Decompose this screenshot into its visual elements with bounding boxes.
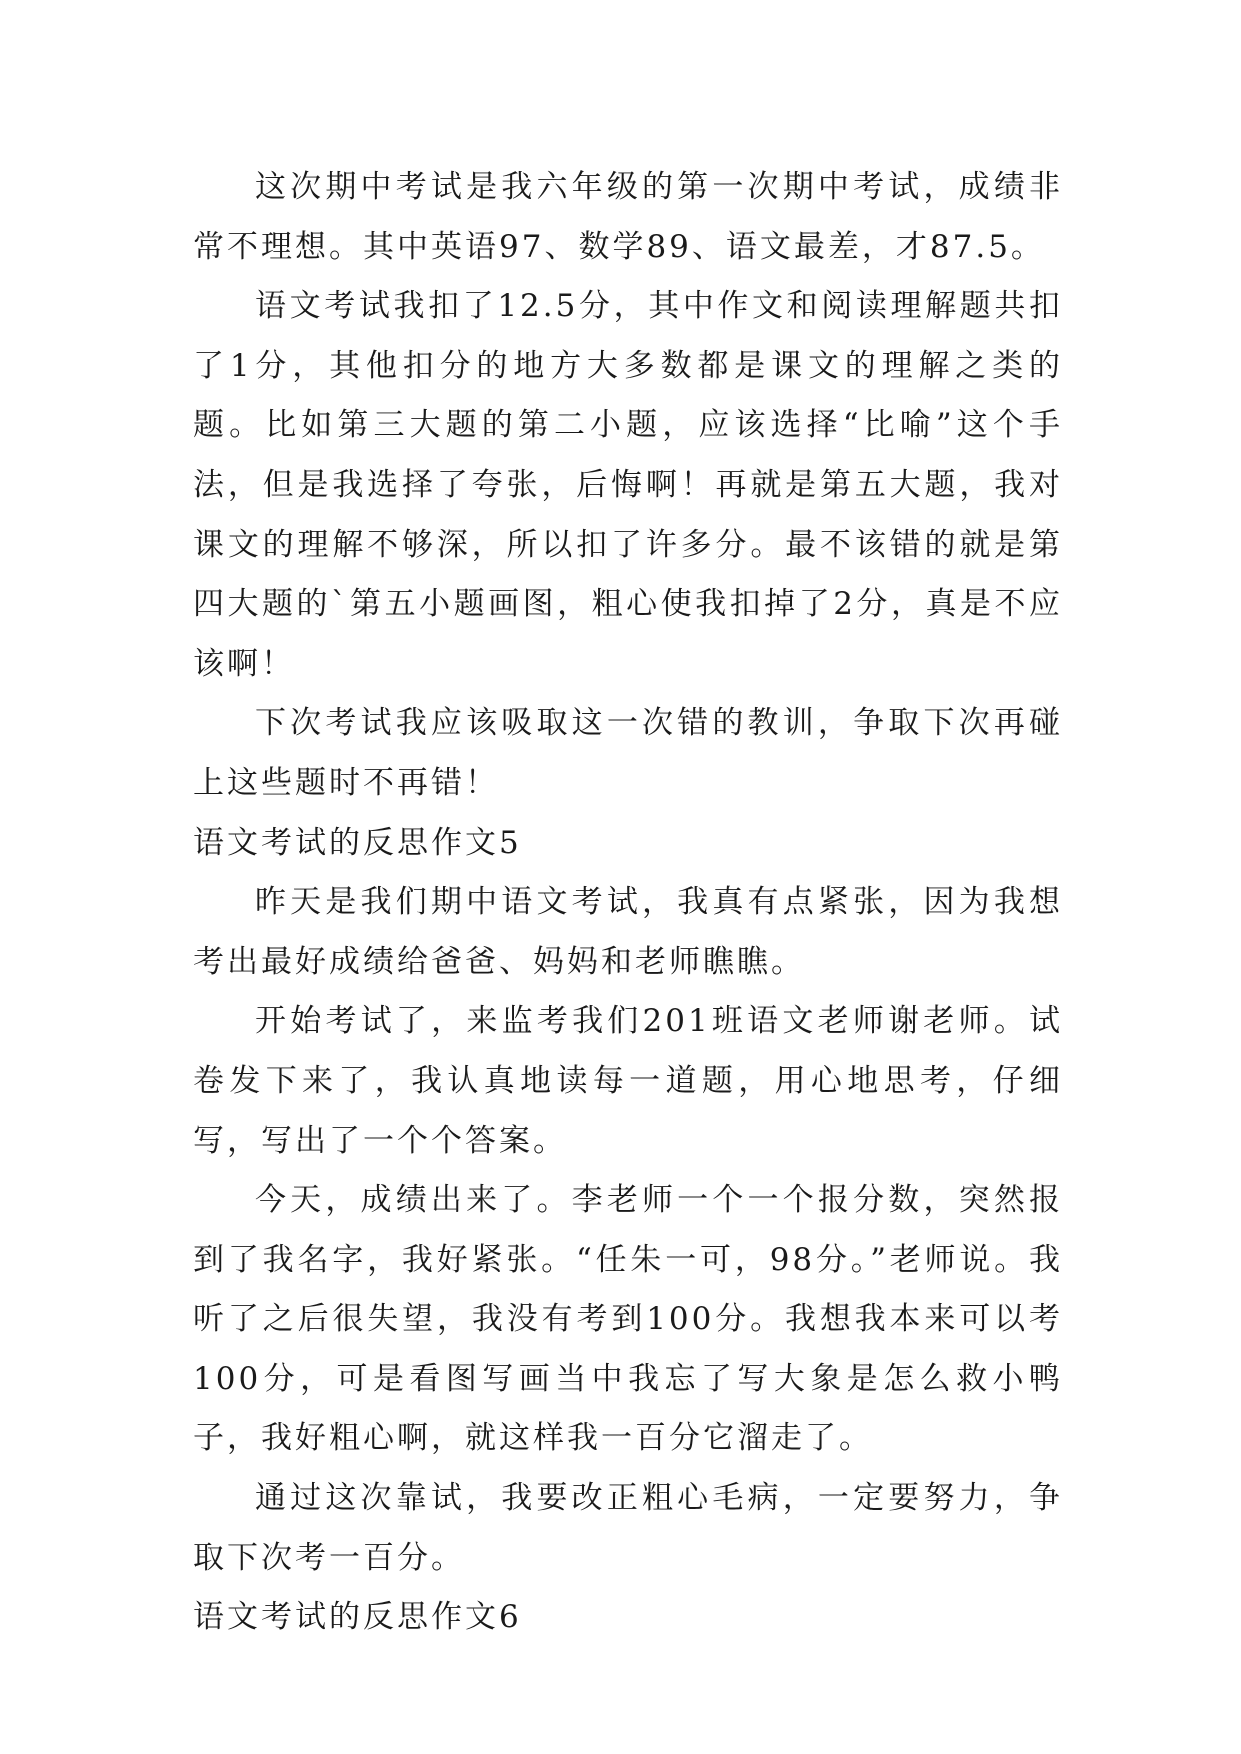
- section-heading: 语文考试的反思作文5: [193, 824, 522, 861]
- paragraph: 今天，成绩出来了。李老师一个一个报分数，突然报到了我名字，我好紧张。“任朱一可，98分。”老师说。我听了之后很失望，我没有考到100分。我想我本来可以考100分，可是看图写画当中我忘了写大象是怎么救小鸭子，我好粗心啊，就这样我一百分它溜走了。: [193, 1182, 1063, 1457]
- paragraph: 开始考试了，来监考我们201班语文老师谢老师。试卷发下来了，我认真地读每一道题，用心地思考，仔细写，写出了一个个答案。: [193, 1003, 1063, 1159]
- paragraph: 下次考试我应该吸取这一次错的教训，争取下次再碰上这些题时不再错！: [193, 705, 1063, 801]
- section-heading: 语文考试的反思作文6: [193, 1599, 522, 1636]
- paragraph: 通过这次靠试，我要改正粗心毛病，一定要努力，争取下次考一百分。: [193, 1480, 1063, 1576]
- paragraph: 昨天是我们期中语文考试，我真有点紧张，因为我想考出最好成绩给爸爸、妈妈和老师瞧瞧。: [193, 884, 1063, 980]
- document-body: [193, 158, 1063, 1648]
- paragraph: 语文考试我扣了12.5分，其中作文和阅读理解题共扣了1分，其他扣分的地方大多数都是课文的理解之类的题。比如第三大题的第二小题，应该选择“比喻”这个手法，但是我选择了夸张，后悔啊！再就是第五大题，我对课文的理解不够深，所以扣了许多分。最不该错的就是第四大题的`第五小题画图，粗心使我扣掉了2分，真是不应该啊！: [193, 288, 1063, 682]
- paragraph: 这次期中考试是我六年级的第一次期中考试，成绩非常不理想。其中英语97、数学89、语文最差，才87.5。: [193, 169, 1063, 265]
